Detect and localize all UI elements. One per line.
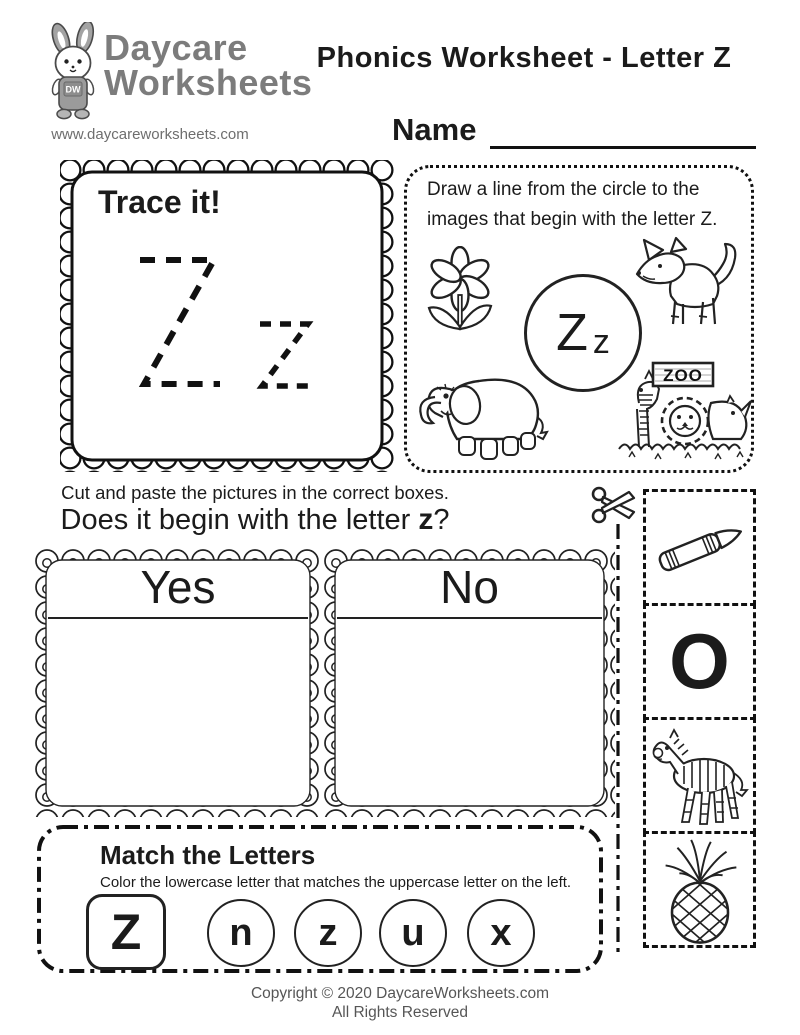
brand-name	[104, 27, 313, 104]
match-letters-box	[36, 824, 604, 974]
logo-badge: DW	[65, 84, 81, 95]
no-label: No	[440, 561, 499, 613]
crayon-icon	[648, 513, 752, 583]
dashed-lowercase-z	[254, 316, 318, 396]
fox-icon	[629, 236, 745, 332]
cut-paste-instruction: Cut and paste the pictures in the correct boxes.	[61, 482, 449, 503]
draw-instruction-line1: Draw a line from the circle to the	[427, 179, 700, 200]
footer-copyright	[0, 984, 800, 1023]
zoo-sign-text: ZOO	[663, 366, 703, 385]
match-option-z: z	[294, 899, 362, 967]
brand-line2: Worksheets	[104, 62, 313, 104]
elephant-icon	[413, 363, 565, 463]
question-prefix: Does it begin with the letter	[60, 504, 419, 536]
question-suffix: ?	[433, 504, 450, 536]
strip-cell-letter-o	[643, 603, 756, 720]
match-uppercase-letter: Z	[86, 894, 166, 970]
cutout-strip	[643, 489, 756, 948]
brand-line1: Daycare	[104, 27, 248, 68]
match-title: Match the Letters	[100, 840, 316, 870]
strip-letter-o: O	[669, 617, 730, 705]
dashed-uppercase-z	[132, 250, 224, 396]
zebra-icon	[648, 722, 752, 830]
question-heading	[40, 503, 470, 537]
page-title: Phonics Worksheet - Letter Z	[316, 42, 732, 74]
question-letter: z	[418, 503, 434, 536]
yes-header-line	[48, 617, 308, 619]
cut-line	[612, 520, 624, 960]
pineapple-icon	[653, 834, 747, 946]
no-header-line	[337, 617, 602, 619]
brand-url: www.daycareworksheets.com	[51, 126, 249, 143]
match-option-u: u	[379, 899, 447, 967]
zoo-icon	[615, 359, 753, 465]
no-box	[323, 548, 616, 818]
draw-line-box	[404, 165, 754, 473]
match-instruction: Color the lowercase letter that matches the uppercase letter on the left.	[100, 874, 572, 891]
footer-line2: All Rights Reserved	[331, 1004, 469, 1022]
yes-label: Yes	[140, 561, 216, 613]
bunny-logo-icon	[44, 22, 106, 122]
yes-box	[34, 548, 322, 818]
circle-uppercase: Z	[556, 304, 588, 362]
draw-instruction-line2: images that begin with the letter Z.	[427, 209, 718, 230]
strip-cell-crayon	[643, 489, 756, 606]
match-option-n: n	[207, 899, 275, 967]
trace-title: Trace it!	[98, 184, 221, 220]
footer-line1: Copyright © 2020 DaycareWorksheets.com	[250, 985, 549, 1002]
trace-box	[58, 158, 396, 474]
strip-cell-pineapple	[643, 831, 756, 948]
circle-lowercase: z	[592, 322, 610, 361]
name-blank-line	[490, 146, 756, 149]
name-label: Name	[392, 112, 477, 147]
match-option-x: x	[467, 899, 535, 967]
flower-icon	[422, 246, 498, 338]
strip-cell-zebra	[643, 717, 756, 834]
